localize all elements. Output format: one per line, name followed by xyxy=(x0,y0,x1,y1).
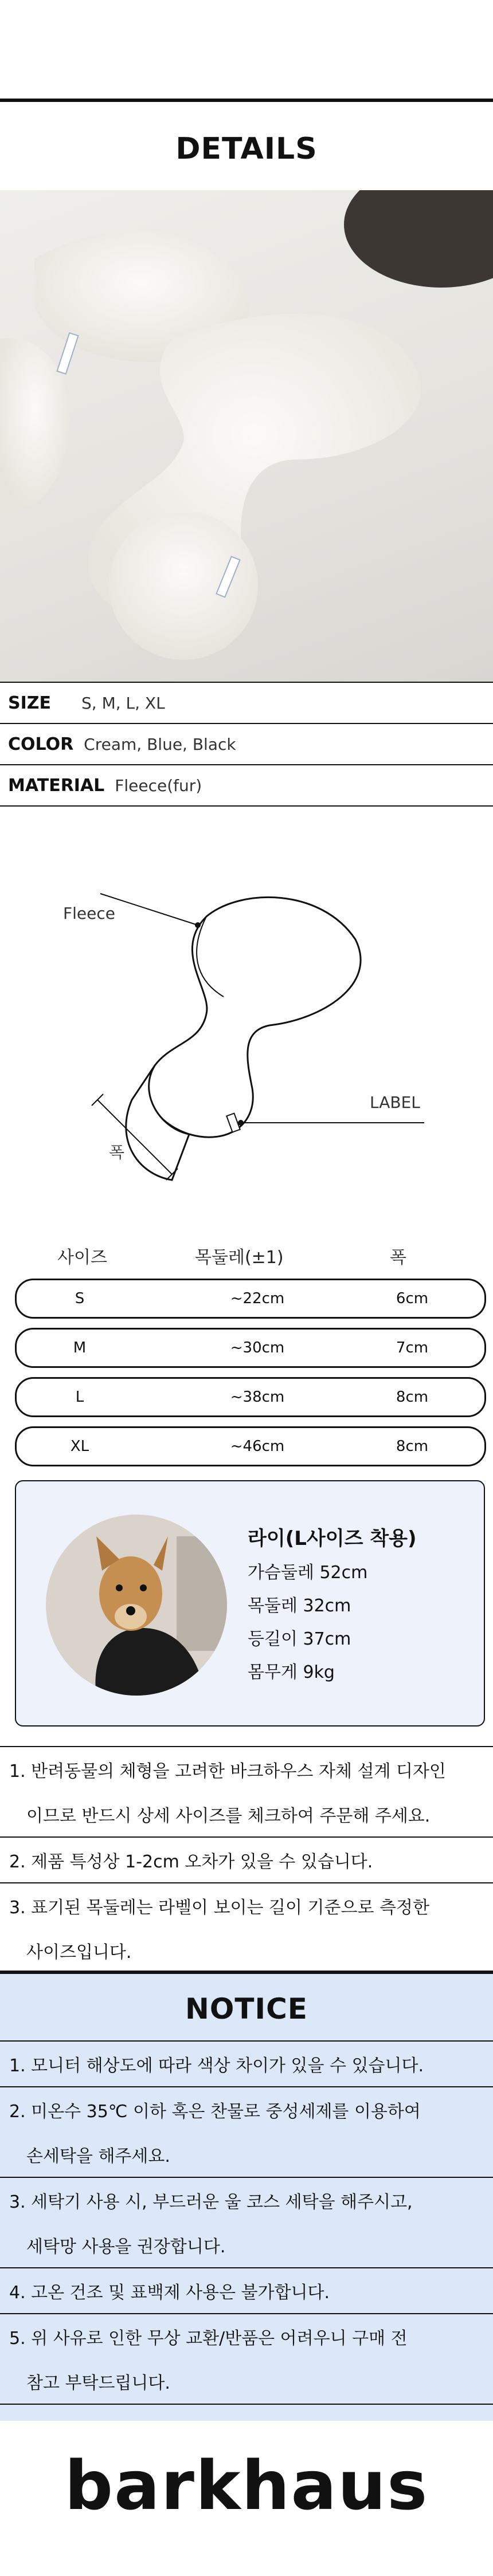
notice-item-5b xyxy=(0,2359,493,2404)
notice-text: 손세탁을 해주세요. xyxy=(26,2146,170,2166)
model-back: 등길이 37cm xyxy=(248,1629,351,1649)
neck-cell: ~46cm xyxy=(230,1438,285,1455)
notice-item-2b xyxy=(0,2132,493,2177)
note-text: 3. 표기된 목둘레는 라벨이 보이는 길이 기준으로 측정한 xyxy=(9,1898,429,1918)
neck-header: 목둘레(±1) xyxy=(195,1248,284,1268)
spec-material-row xyxy=(8,765,202,805)
model-chest: 가슴둘레 52cm xyxy=(248,1563,368,1583)
width-label: 폭 xyxy=(109,1143,125,1162)
width-cell: 8cm xyxy=(396,1389,429,1406)
size-note-3 xyxy=(0,1883,493,1928)
top-divider xyxy=(0,99,493,102)
width-header: 폭 xyxy=(390,1248,406,1268)
size-cell: M xyxy=(73,1339,87,1356)
size-row-m xyxy=(15,1328,486,1368)
neck-cell: ~38cm xyxy=(230,1389,285,1406)
notice-item-3b xyxy=(0,2223,493,2267)
width-cell: 8cm xyxy=(396,1438,429,1455)
size-cell: L xyxy=(75,1389,84,1406)
spec-color-key: COLOR xyxy=(8,734,74,754)
notice-item-5 xyxy=(0,2314,493,2359)
notice-item-3 xyxy=(0,2178,493,2223)
notice-title: NOTICE xyxy=(185,1992,308,2026)
notice-line xyxy=(0,2404,493,2405)
size-note-3b xyxy=(0,1928,493,1973)
notice-text: 세탁망 사용을 권장합니다. xyxy=(26,2237,226,2257)
model-info-box xyxy=(15,1480,485,1726)
size-row-s xyxy=(15,1279,486,1319)
size-header: 사이즈 xyxy=(57,1248,107,1268)
spec-size-value: S, M, L, XL xyxy=(81,693,165,713)
notice-item-2 xyxy=(0,2087,493,2132)
spec-color-value: Cream, Blue, Black xyxy=(84,734,236,754)
note-text: 이므로 반드시 상세 사이즈를 체크하여 주문해 주세요. xyxy=(26,1806,431,1826)
notice-text: 참고 부탁드립니다. xyxy=(26,2373,170,2393)
scarf-photo-illustration xyxy=(0,190,493,682)
spec-material-key: MATERIAL xyxy=(8,775,105,796)
size-note-2 xyxy=(0,1838,493,1882)
spec-color-row xyxy=(8,724,236,764)
spec-divider xyxy=(0,805,493,807)
label-label: LABEL xyxy=(370,1093,420,1112)
notice-text: 5. 위 사유로 인한 무상 교환/반품은 어려우니 구매 전 xyxy=(9,2329,408,2349)
model-dog-photo xyxy=(45,1513,228,1697)
model-title: 라이(L사이즈 착용) xyxy=(248,1527,417,1550)
size-row-l xyxy=(15,1377,486,1417)
model-weight: 몸무게 9kg xyxy=(248,1662,335,1682)
notice-text: 1. 모니터 해상도에 따라 색상 차이가 있을 수 있습니다. xyxy=(9,2056,424,2076)
size-cell: S xyxy=(75,1290,85,1307)
size-note-1 xyxy=(0,1747,493,1792)
note-text: 1. 반려동물의 체형을 고려한 바크하우스 자체 설계 디자인 xyxy=(9,1761,446,1781)
notice-item-1 xyxy=(0,2042,493,2086)
notice-text: 3. 세탁기 사용 시, 부드러운 울 코스 세탁을 해주시고, xyxy=(9,2192,413,2212)
scarf-line-illustration xyxy=(0,825,493,1226)
neck-cell: ~30cm xyxy=(230,1339,285,1356)
size-note-1b xyxy=(0,1792,493,1836)
width-cell: 7cm xyxy=(396,1339,429,1356)
size-cell: XL xyxy=(70,1438,89,1455)
notice-text: 2. 미온수 35℃ 이하 혹은 찬물로 중성세제를 이용하여 xyxy=(9,2102,421,2122)
spec-material-value: Fleece(fur) xyxy=(115,776,202,795)
width-cell: 6cm xyxy=(396,1290,429,1307)
notice-item-4 xyxy=(0,2268,493,2313)
spec-size-row xyxy=(8,683,165,723)
neck-cell: ~22cm xyxy=(230,1290,285,1307)
size-row-xl xyxy=(15,1426,486,1466)
notice-text: 4. 고온 건조 및 표백제 사용은 불가합니다. xyxy=(9,2283,330,2303)
model-neck: 목둘레 32cm xyxy=(248,1596,351,1616)
spec-size-key: SIZE xyxy=(8,693,52,713)
brand-logo: barkhaus xyxy=(64,2446,429,2525)
fleece-label: Fleece xyxy=(63,904,115,923)
note-text: 사이즈입니다. xyxy=(26,1942,132,1963)
note-text: 2. 제품 특성상 1-2cm 오차가 있을 수 있습니다. xyxy=(9,1852,373,1872)
product-photo xyxy=(0,190,493,682)
details-title: DETAILS xyxy=(175,132,318,166)
